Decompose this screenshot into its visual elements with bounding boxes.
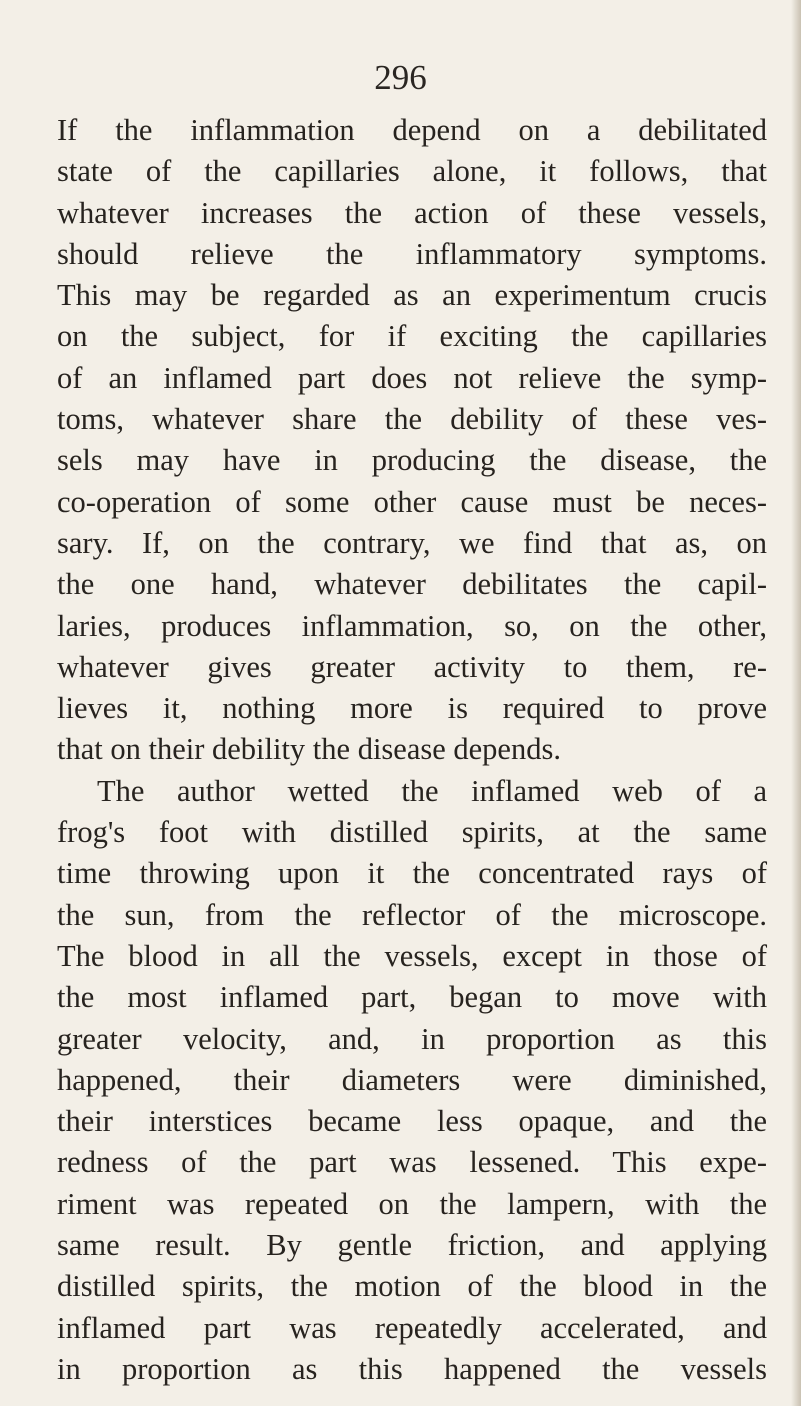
- text-line: that on their debility the disease depends.: [57, 732, 561, 767]
- text-line: the sun, from the reflector of the microscope.: [57, 897, 767, 932]
- text-line: same result. By gentle friction, and applying: [57, 1228, 767, 1263]
- text-line: happened, their diameters were diminished,: [57, 1062, 767, 1097]
- text-line: The blood in all the vessels, except in those of: [57, 938, 767, 973]
- text-line: riment was repeated on the lampern, with the: [57, 1186, 767, 1221]
- text-line: This may be regarded as an experimentum crucis: [57, 278, 767, 313]
- text-line: their interstices became less opaque, and the: [57, 1104, 767, 1139]
- text-line: If the inflammation depend on a debilitated: [57, 113, 767, 147]
- text-line: whatever increases the action of these vessels,: [57, 195, 767, 230]
- page-edge-shadow: [791, 0, 801, 1406]
- text-line: frog's foot with distilled spirits, at the same: [57, 815, 767, 850]
- text-line: sels may have in producing the disease, the: [57, 443, 767, 478]
- text-line: laries, produces inflammation, so, on the other,: [57, 608, 767, 643]
- text-line: whatever gives greater activity to them, re-: [57, 649, 767, 684]
- text-line: The author wetted the inflamed web of a: [97, 773, 767, 808]
- body-text: [57, 110, 767, 1390]
- text-line: in proportion as this happened the vessels: [57, 1351, 767, 1386]
- text-line: toms, whatever share the debility of these ves-: [57, 402, 767, 437]
- text-line: of an inflamed part does not relieve the symp-: [57, 360, 767, 395]
- text-line: sary. If, on the contrary, we find that as, on: [57, 525, 767, 560]
- text-line: time throwing upon it the concentrated rays of: [57, 856, 767, 891]
- text-line: lieves it, nothing more is required to prove: [57, 691, 767, 726]
- text-line: the one hand, whatever debilitates the capil-: [57, 567, 767, 602]
- text-line: distilled spirits, the motion of the blood in the: [57, 1269, 767, 1304]
- text-line: co-operation of some other cause must be neces-: [57, 484, 767, 519]
- text-line: state of the capillaries alone, it follows, that: [57, 154, 767, 189]
- text-line: on the subject, for if exciting the capillaries: [57, 319, 767, 354]
- page-number: 296: [374, 58, 427, 97]
- text-line: greater velocity, and, in proportion as this: [57, 1021, 767, 1056]
- text-line: redness of the part was lessened. This expe-: [57, 1145, 767, 1180]
- text-line: the most inflamed part, began to move with: [57, 980, 767, 1015]
- text-line: inflamed part was repeatedly accelerated, and: [57, 1310, 767, 1345]
- text-line: should relieve the inflammatory symptoms.: [57, 236, 767, 271]
